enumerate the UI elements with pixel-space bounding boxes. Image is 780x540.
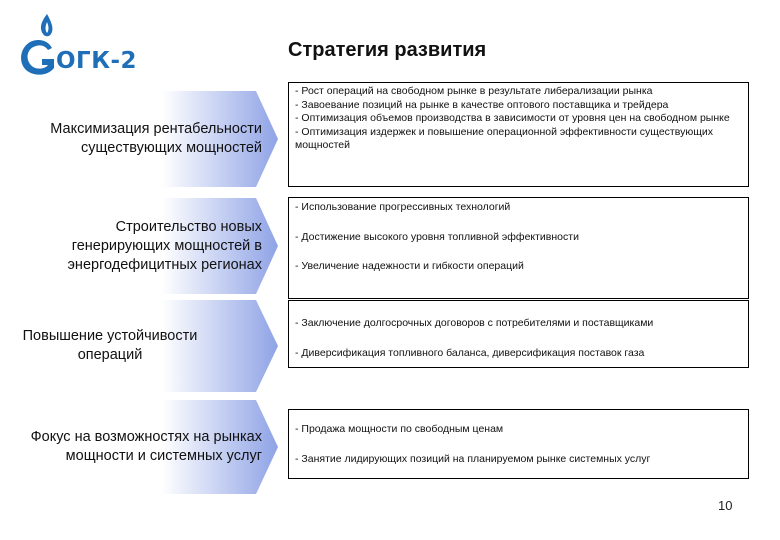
logo-text: ОГК-2 [56, 48, 138, 74]
initiatives-box-2 [288, 197, 749, 299]
page-title: Стратегия развития [288, 39, 487, 61]
initiatives-box-3 [288, 300, 749, 368]
initiative-item: - Рост операций на свободном рынке в результате либерализации рынка [295, 85, 653, 97]
strategy-arrow-3 [20, 300, 280, 392]
strategy-label: Повышение устойчивости операций [22, 328, 198, 363]
strategy-arrow-2 [20, 198, 280, 294]
initiative-item: - Оптимизация объемов производства в зависимости от уровня цен на свободном рынке [295, 112, 730, 124]
initiative-item: - Оптимизация издержек и повышение операционной эффективности существующих мощностей [295, 125, 713, 151]
initiative-item: - Занятие лидирующих позиций на планируемом рынке системных услуг [295, 452, 651, 465]
strategy-label: Фокус на возможностях на рынках мощности и системных услуг [30, 429, 262, 464]
initiative-item: - Использование прогрессивных технологий [295, 201, 511, 213]
initiatives-box-4 [288, 409, 749, 479]
initiative-item: - Достижение высокого уровня топливной эффективности [295, 230, 579, 243]
initiatives-box-1 [288, 82, 749, 187]
strategy-label: Максимизация рентабельности существующих мощностей [50, 121, 262, 156]
initiative-item: - Завоевание позиций на рынке в качестве оптового поставщика и трейдера [295, 98, 669, 111]
initiative-item: - Продажа мощности по свободным ценам [295, 423, 504, 435]
strategy-arrow-4 [20, 400, 280, 494]
initiative-item: - Заключение долгосрочных договоров с потребителями и поставщиками [295, 317, 654, 329]
initiative-item: - Диверсификация топливного баланса, диверсификация поставок газа [295, 346, 645, 359]
strategy-label: Строительство новых генерирующих мощностей в энергодефицитных регионах [67, 218, 262, 273]
company-logo [8, 4, 158, 80]
strategy-arrow-1 [20, 91, 280, 187]
page-number: 10 [718, 498, 733, 513]
initiative-item: - Увеличение надежности и гибкости операций [295, 260, 524, 272]
